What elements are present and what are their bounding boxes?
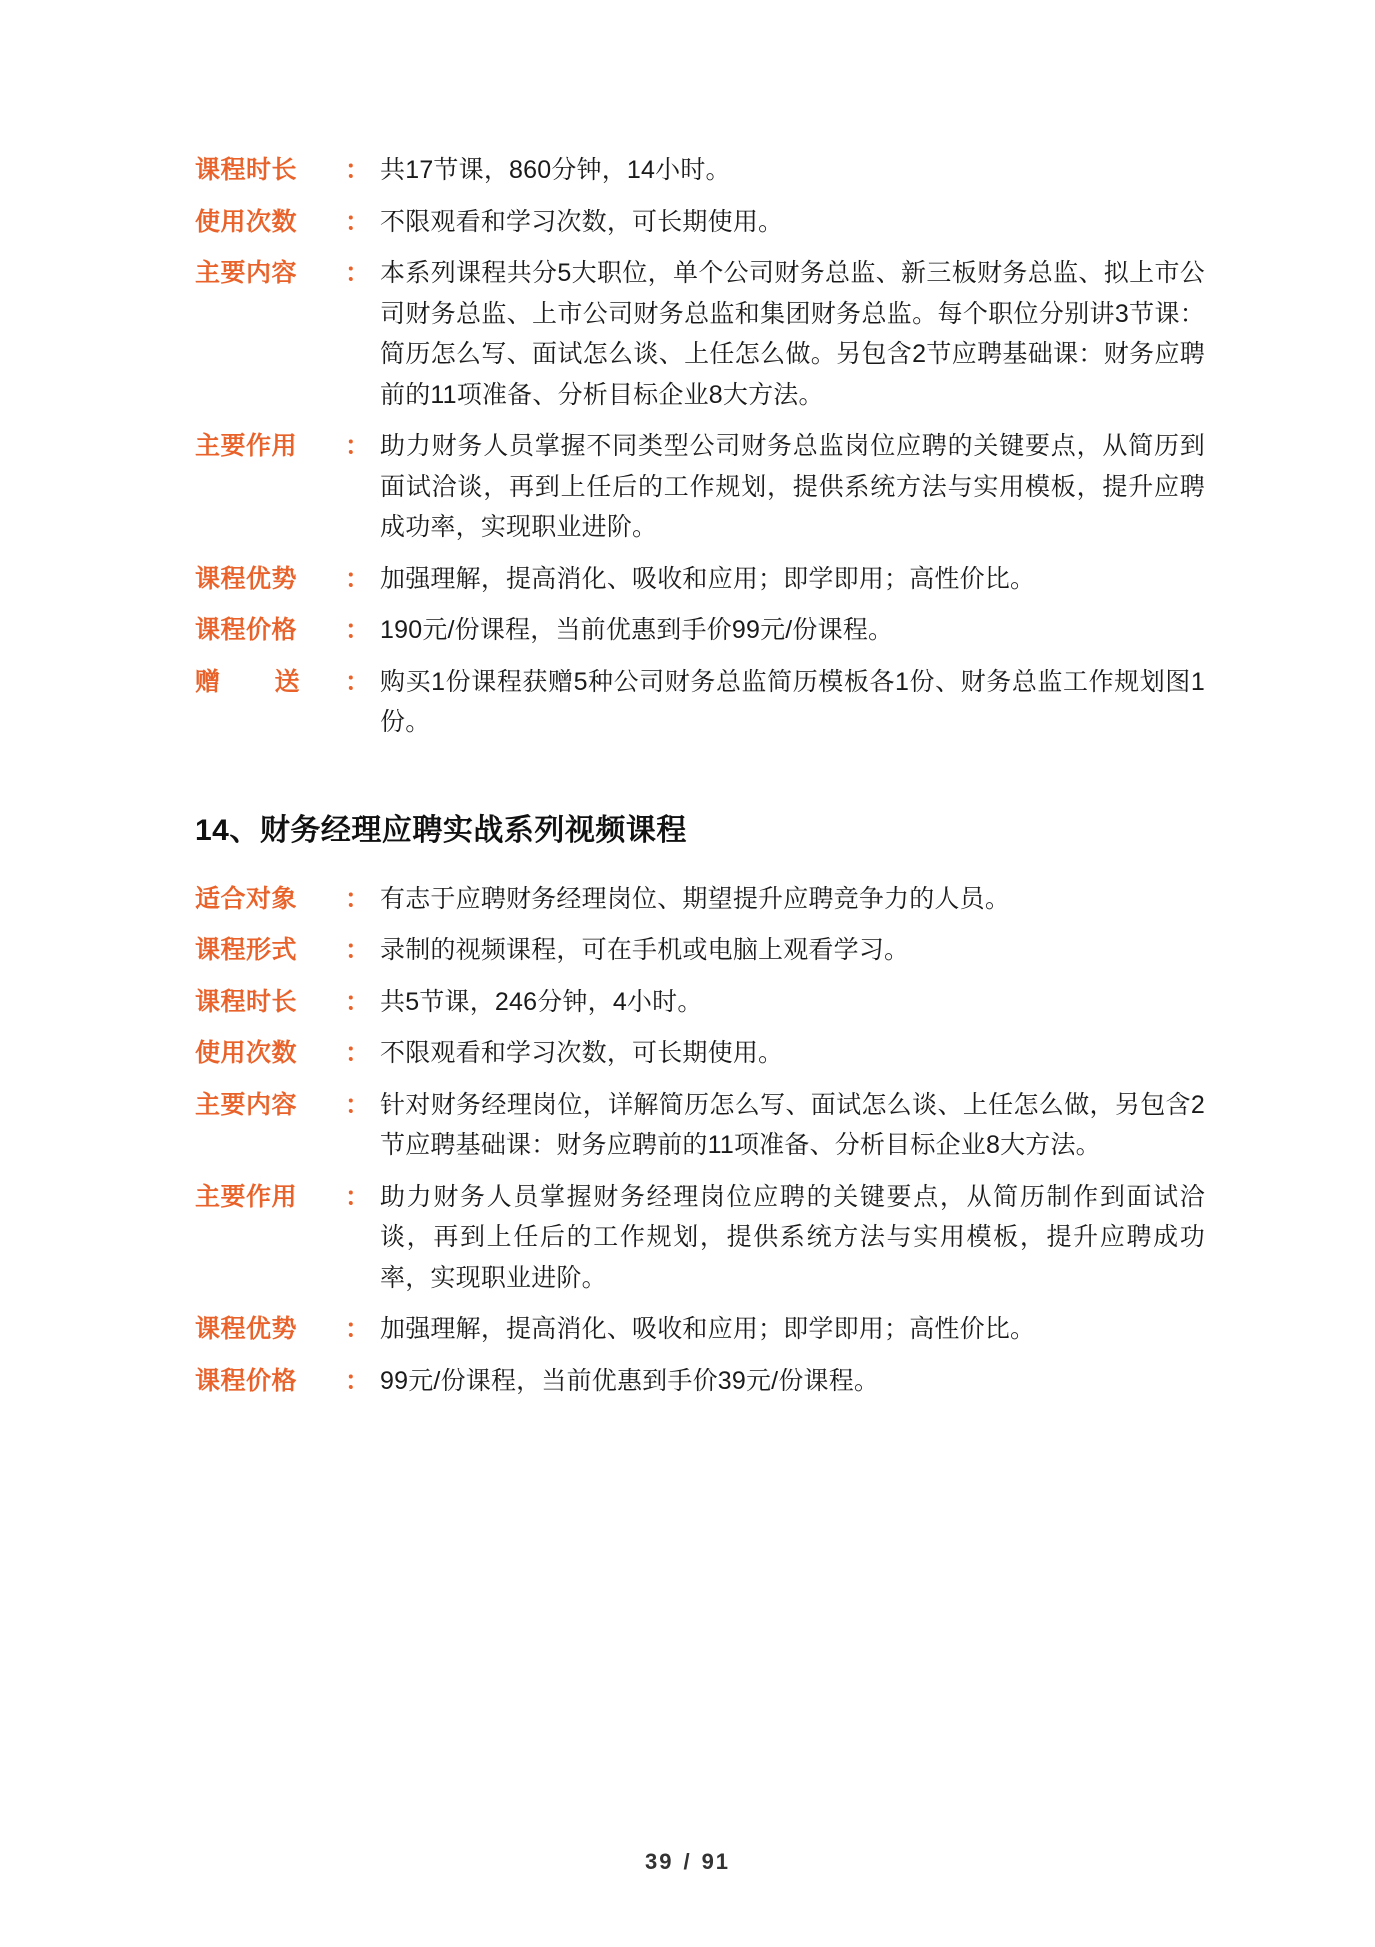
detail-row xyxy=(195,879,1205,920)
detail-value: 本系列课程共分5大职位，单个公司财务总监、新三板财务总监、拟上市公司财务总监、上市公司财务总监和集团财务总监。每个职位分别讲3节课：简历怎么写、面试怎么谈、上任怎么做。另包含2节应聘基础课：财务应聘前的11项准备、分析目标企业8大方法。 xyxy=(380,259,1205,409)
detail-value: 购买1份课程获赠5种公司财务总监简历模板各1份、财务总监工作规划图1份。 xyxy=(380,667,1205,736)
detail-value: 加强理解，提高消化、吸收和应用；即学即用；高性价比。 xyxy=(380,564,1036,593)
detail-label: 课程时长 xyxy=(195,156,298,184)
page-separator: / xyxy=(683,1849,692,1874)
detail-label: 课程优势 xyxy=(195,564,298,593)
detail-row xyxy=(195,1085,1205,1166)
detail-label: 主要内容 xyxy=(195,1090,298,1119)
detail-colon: ： xyxy=(345,616,371,644)
detail-value: 加强理解，提高消化、吸收和应用；即学即用；高性价比。 xyxy=(380,1315,1036,1343)
detail-colon: ： xyxy=(345,1366,371,1395)
detail-value: 共17节课，860分钟，14小时。 xyxy=(380,156,731,184)
detail-colon: ： xyxy=(345,667,371,696)
detail-colon: ： xyxy=(345,564,371,593)
detail-colon: ： xyxy=(345,156,371,184)
detail-colon: ： xyxy=(345,1182,371,1211)
detail-row xyxy=(195,610,1205,651)
total-page-number: 91 xyxy=(701,1849,731,1874)
detail-colon: ： xyxy=(345,1315,371,1343)
detail-row-gift xyxy=(195,662,1205,743)
detail-colon: ： xyxy=(345,207,371,236)
detail-row xyxy=(195,150,1205,191)
detail-value: 共5节课，246分钟，4小时。 xyxy=(380,987,703,1016)
gift-label-char-1: 赠 xyxy=(195,667,221,696)
detail-row xyxy=(195,930,1205,971)
detail-label: 主要内容 xyxy=(195,259,298,287)
detail-label: 主要作用 xyxy=(195,1182,298,1211)
gift-label-char-2: 送 xyxy=(274,667,301,696)
detail-colon: ： xyxy=(345,1039,371,1067)
current-page-number: 39 xyxy=(644,1849,674,1874)
detail-label: 主要作用 xyxy=(195,432,298,460)
detail-row xyxy=(195,559,1205,600)
detail-value: 录制的视频课程，可在手机或电脑上观看学习。 xyxy=(380,936,910,964)
detail-row xyxy=(195,1033,1205,1074)
detail-value: 助力财务人员掌握不同类型公司财务总监岗位应聘的关键要点，从简历到面试洽谈，再到上任后的工作规划，提供系统方法与实用模板，提升应聘成功率，实现职业进阶。 xyxy=(380,432,1205,541)
detail-label: 课程价格 xyxy=(195,1366,298,1395)
detail-row xyxy=(195,1361,1205,1402)
detail-row xyxy=(195,1177,1205,1299)
detail-colon: ： xyxy=(345,432,371,460)
detail-label: 使用次数 xyxy=(195,1039,298,1067)
detail-colon: ： xyxy=(345,1090,371,1119)
detail-label: 课程价格 xyxy=(195,616,298,644)
detail-label: 使用次数 xyxy=(195,207,298,236)
course-detail-list-2 xyxy=(195,879,1205,1402)
detail-colon: ： xyxy=(345,884,371,913)
detail-row xyxy=(195,1309,1205,1350)
section-heading: 14、财务经理应聘实战系列视频课程 xyxy=(195,813,687,847)
detail-value: 99元/份课程，当前优惠到手价39元/份课程。 xyxy=(380,1366,880,1395)
detail-row xyxy=(195,253,1205,415)
course-detail-list-1 xyxy=(195,150,1205,743)
detail-row xyxy=(195,982,1205,1023)
detail-value: 不限观看和学习次数，可长期使用。 xyxy=(380,1039,784,1067)
detail-value: 助力财务人员掌握财务经理岗位应聘的关键要点，从简历制作到面试洽谈，再到上任后的工作规划，提供系统方法与实用模板，提升应聘成功率，实现职业进阶。 xyxy=(380,1182,1205,1292)
detail-value: 针对财务经理岗位，详解简历怎么写、面试怎么谈、上任怎么做，另包含2节应聘基础课：财务应聘前的11项准备、分析目标企业8大方法。 xyxy=(380,1090,1205,1159)
detail-colon: ： xyxy=(345,259,371,287)
detail-colon: ： xyxy=(345,987,371,1016)
detail-value: 不限观看和学习次数，可长期使用。 xyxy=(380,207,784,236)
detail-label: 课程优势 xyxy=(195,1315,298,1343)
detail-label: 课程形式 xyxy=(195,936,298,964)
detail-value: 有志于应聘财务经理岗位、期望提升应聘竞争力的人员。 xyxy=(380,884,1011,913)
detail-label xyxy=(195,662,345,703)
detail-row xyxy=(195,426,1205,548)
detail-label: 适合对象 xyxy=(195,884,298,913)
page-footer xyxy=(0,1849,1375,1875)
detail-label: 课程时长 xyxy=(195,987,298,1016)
detail-colon: ： xyxy=(345,936,371,964)
detail-row xyxy=(195,202,1205,243)
detail-value: 190元/份课程，当前优惠到手价99元/份课程。 xyxy=(380,616,894,644)
